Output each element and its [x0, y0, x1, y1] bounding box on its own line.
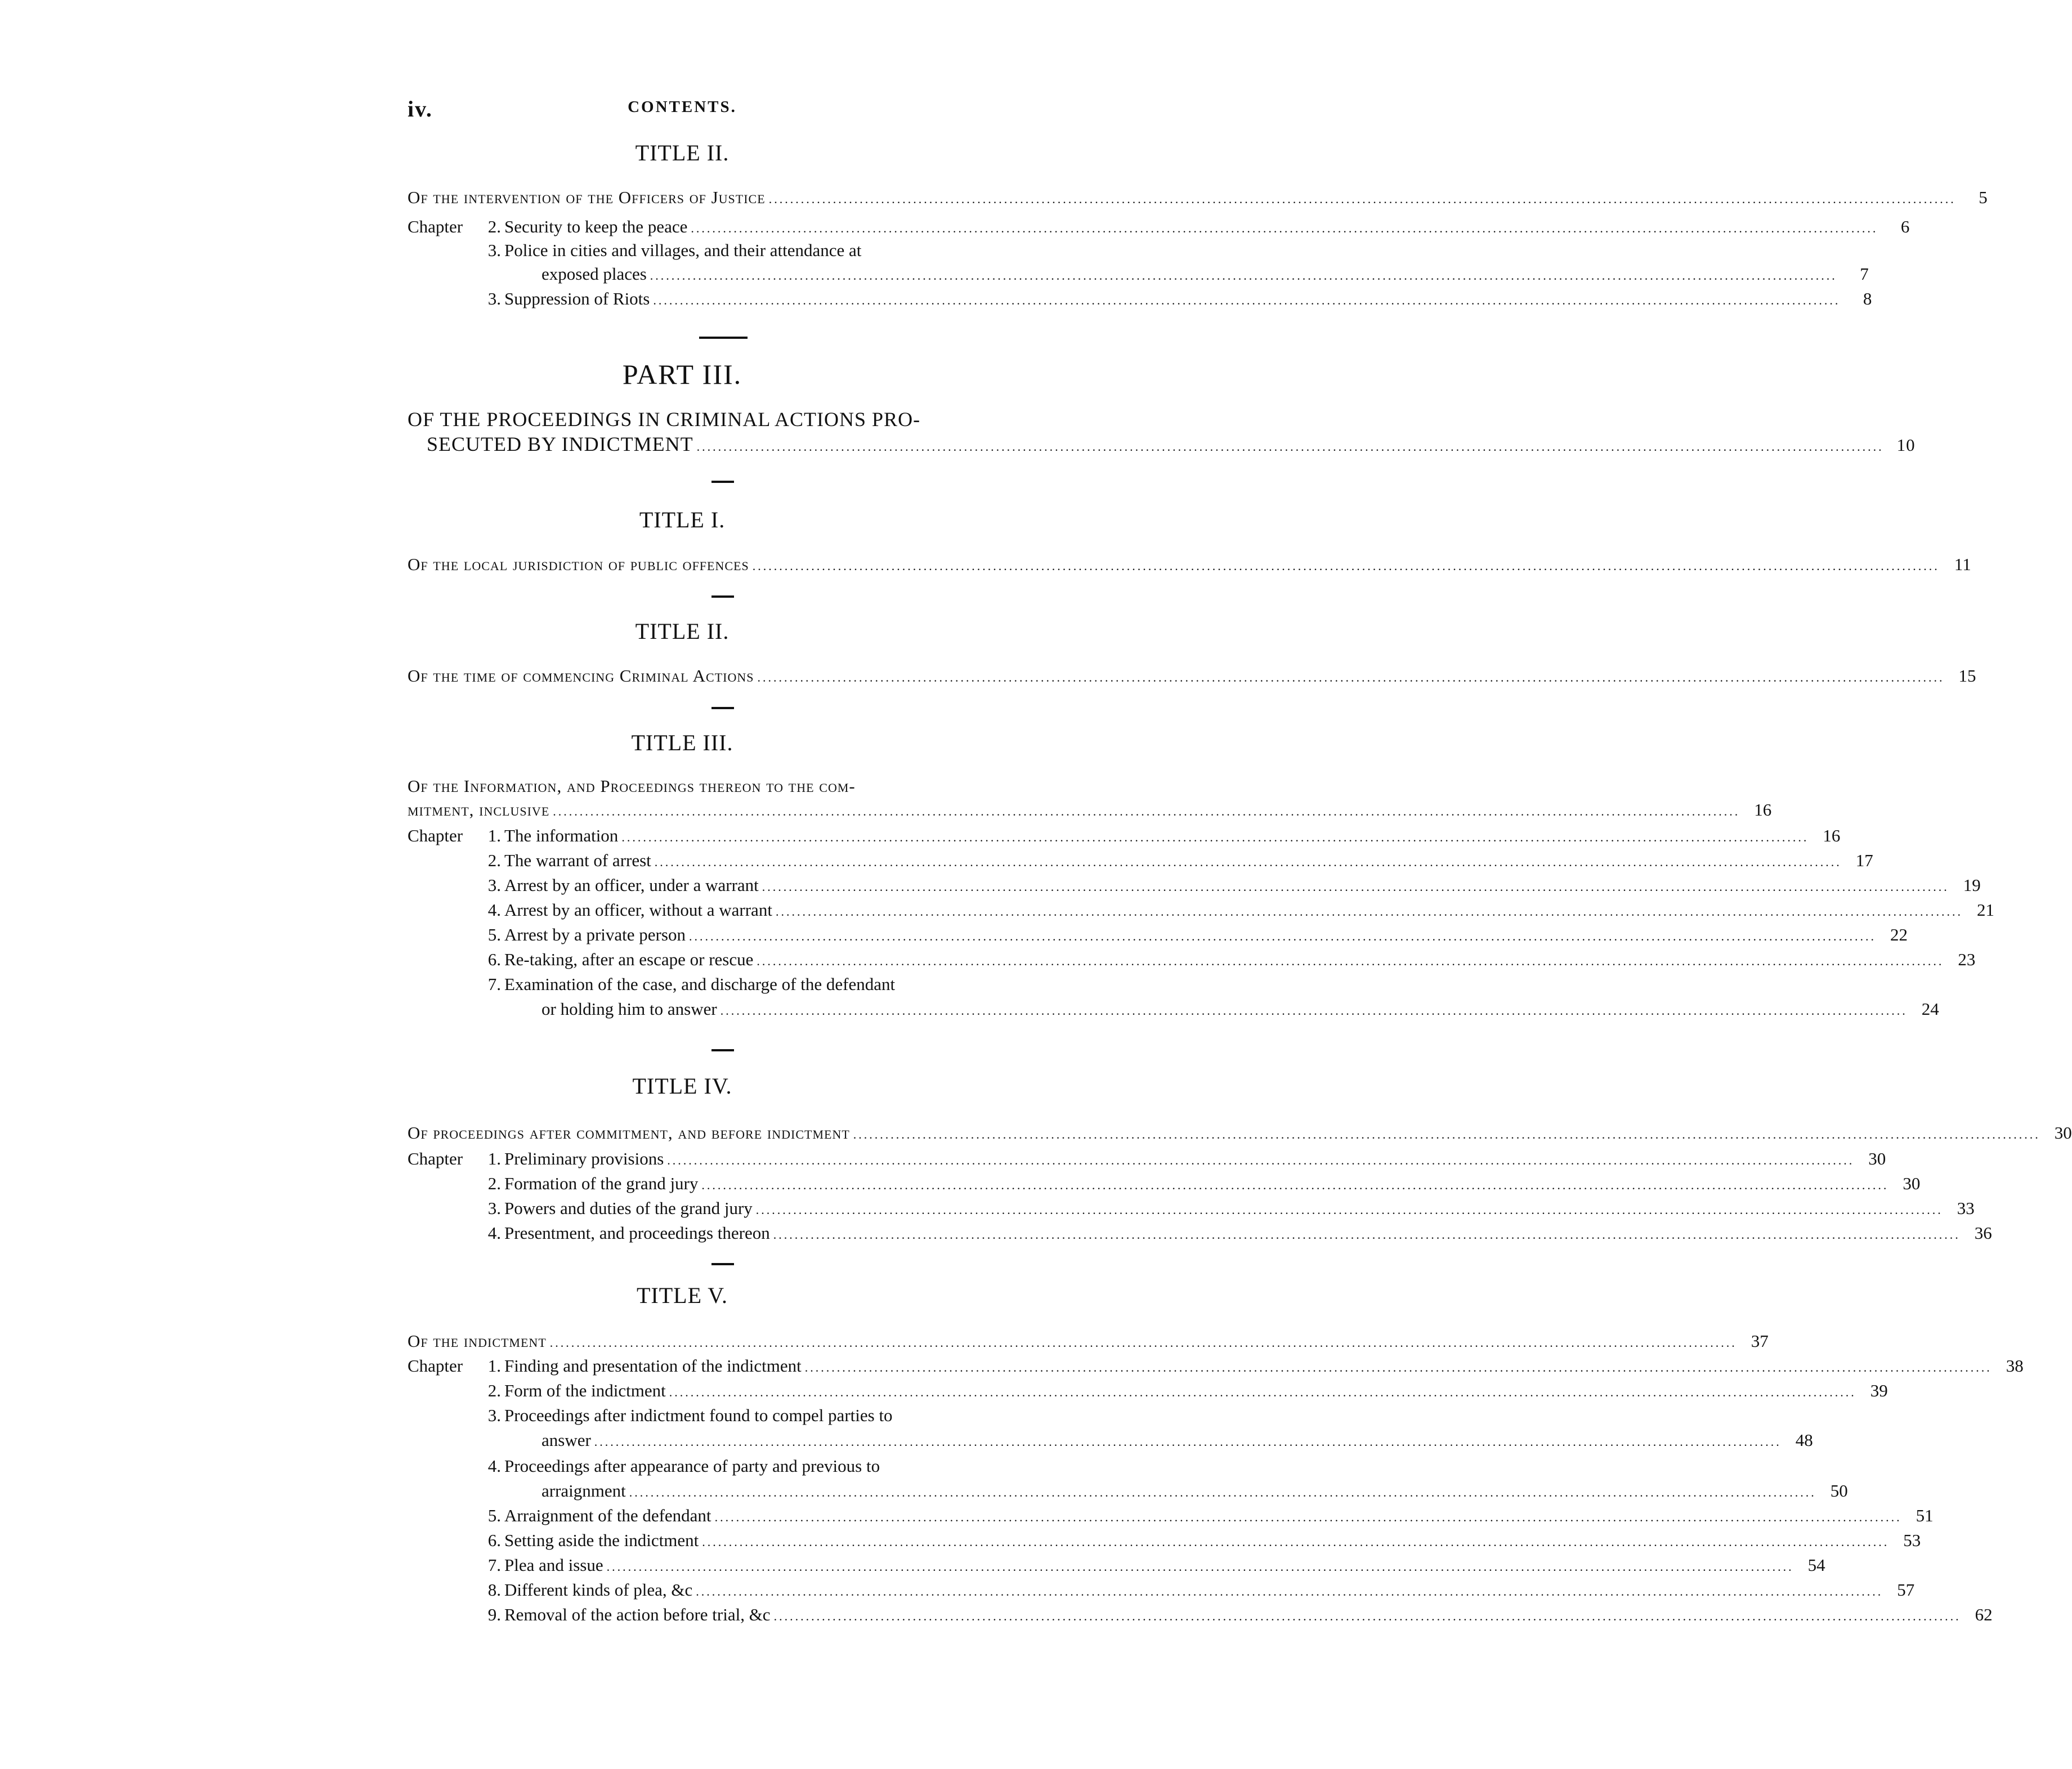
dot-leader: [715, 1504, 1902, 1530]
dot-leader: [650, 263, 1837, 289]
dot-leader: [697, 434, 1884, 460]
page-number: 5: [1979, 187, 1988, 207]
entry-text: Of the local jurisdiction of public offences: [408, 554, 749, 574]
page-number: 36: [1974, 1223, 1992, 1243]
toc-title-entry[interactable]: [408, 185, 1988, 211]
toc-chapter-entry[interactable]: [408, 1195, 1975, 1221]
page-number: 6: [1900, 217, 1910, 236]
chapter-number: 3.: [487, 289, 501, 308]
toc-chapter-entry[interactable]: [408, 947, 1976, 973]
toc-chapter-entry[interactable]: [408, 1602, 1993, 1628]
entry-text: Of proceedings after commitment, and before indictment: [408, 1123, 850, 1143]
toc-chapter-entry[interactable]: [408, 286, 1872, 312]
page-number: 19: [1963, 875, 1981, 895]
part-heading: PART III.: [622, 359, 742, 390]
chapter-number: 3.: [487, 1198, 501, 1218]
dot-leader: [753, 553, 1940, 579]
chapter-number: 2.: [487, 217, 501, 236]
entry-text: Suppression of Riots: [504, 289, 650, 308]
chapter-label: Chapter: [408, 1356, 463, 1376]
entry-text: The information: [504, 826, 619, 845]
toc-entry-continuation[interactable]: [408, 1427, 1813, 1453]
toc-chapter-entry[interactable]: [408, 872, 1981, 898]
dot-leader: [701, 1172, 1888, 1198]
dot-leader: [756, 1197, 1943, 1223]
toc-entry-continuation[interactable]: [408, 261, 1869, 287]
chapter-number: 7.: [487, 974, 501, 994]
entry-text-continued: or holding him to answer: [542, 999, 717, 1019]
entry-text: Of the Information, and Proceedings thereon to the com-: [408, 776, 856, 796]
page-number: 30: [1903, 1174, 1921, 1193]
chapter-number: 1.: [487, 1356, 501, 1376]
chapter-number: 3.: [487, 1405, 501, 1425]
entry-text: Plea and issue: [504, 1555, 603, 1575]
entry-text: Arrest by an officer, under a warrant: [504, 875, 759, 895]
toc-chapter-entry[interactable]: [408, 1378, 1888, 1404]
chapter-label: Chapter: [408, 1149, 463, 1168]
running-head: CONTENTS.: [628, 98, 737, 116]
entry-text: Different kinds of plea, &c: [504, 1580, 693, 1600]
page-number: 22: [1890, 925, 1908, 944]
page-number: 7: [1860, 264, 1869, 284]
toc-chapter-entry[interactable]: [408, 1528, 1921, 1553]
page-number: 10: [1896, 435, 1916, 455]
toc-entry-continuation[interactable]: [408, 1478, 1848, 1504]
entry-text: Removal of the action before trial, &c: [504, 1605, 771, 1624]
toc-chapter-entry[interactable]: [408, 1403, 957, 1428]
dot-leader: [550, 1330, 1737, 1356]
chapter-number: 3.: [487, 875, 501, 895]
chapter-number: 6.: [487, 950, 501, 969]
dot-leader: [629, 1480, 1816, 1506]
title-heading: TITLE II.: [635, 619, 730, 644]
page-number: 51: [1916, 1506, 1934, 1525]
part-title-text: OF THE PROCEEDINGS IN CRIMINAL ACTIONS PRO-: [408, 408, 921, 431]
entry-text: Of the time of commencing Criminal Actions: [408, 666, 754, 686]
chapter-number: 4.: [487, 1456, 501, 1476]
toc-part-entry[interactable]: [408, 431, 1916, 457]
toc-chapter-entry[interactable]: [408, 1353, 2024, 1379]
entry-text: Arrest by an officer, without a warrant: [504, 900, 772, 920]
dot-leader: [669, 1380, 1856, 1405]
page-number: 16: [1754, 800, 1772, 819]
contents-column: [408, 0, 2072, 1769]
entry-text: Preliminary provisions: [504, 1149, 664, 1168]
page-number: 21: [1976, 900, 1994, 920]
toc-chapter-entry[interactable]: [408, 1146, 1886, 1172]
dot-leader: [769, 186, 1956, 212]
chapter-label: Chapter: [408, 217, 463, 236]
dot-leader: [696, 1579, 1883, 1605]
entry-text-continued: arraignment: [542, 1481, 626, 1501]
part-title-line: [408, 406, 957, 432]
page-number: 16: [1823, 826, 1841, 845]
entry-text: Proceedings after appearance of party and previous to: [504, 1456, 880, 1476]
dot-leader: [607, 1554, 1794, 1580]
page-number: 38: [2006, 1356, 2024, 1376]
dot-leader: [853, 1122, 2040, 1148]
title-heading: TITLE II.: [635, 140, 730, 165]
dot-leader: [757, 665, 1944, 691]
section-rule: [711, 1049, 734, 1051]
toc-chapter-entry[interactable]: [408, 214, 1910, 240]
chapter-number: 5.: [487, 1506, 501, 1525]
page-number: 11: [1954, 554, 1971, 574]
entry-text: Re-taking, after an escape or rescue: [504, 950, 754, 969]
toc-title-entry[interactable]: [408, 663, 1976, 689]
title-heading: TITLE IV.: [632, 1073, 732, 1099]
toc-chapter-entry[interactable]: [408, 1453, 957, 1479]
page-number: 48: [1795, 1430, 1813, 1450]
entry-text: Formation of the grand jury: [504, 1174, 699, 1193]
chapter-number: 9.: [487, 1605, 501, 1624]
toc-chapter-entry[interactable]: [408, 238, 957, 263]
entry-text: Presentment, and proceedings thereon: [504, 1223, 770, 1243]
toc-chapter-entry[interactable]: [408, 823, 1841, 849]
part-title-text-continued: SECUTED BY INDICTMENT: [427, 433, 693, 455]
dot-leader: [702, 1529, 1889, 1555]
dot-leader: [653, 288, 1840, 314]
chapter-number: 8.: [487, 1580, 501, 1600]
page-number: 39: [1870, 1381, 1888, 1400]
chapter-number: 1.: [487, 1149, 501, 1168]
page-folio: iv.: [408, 96, 433, 122]
toc-chapter-entry[interactable]: [408, 1552, 1825, 1578]
chapter-number: 2.: [487, 1174, 501, 1193]
entry-text: Police in cities and villages, and their attendance at: [504, 240, 862, 260]
toc-chapter-entry[interactable]: [408, 848, 1873, 874]
dot-leader: [621, 825, 1809, 850]
dot-leader: [720, 998, 1908, 1024]
toc-entry-continuation[interactable]: [408, 996, 1939, 1022]
entry-text: Security to keep the peace: [504, 217, 688, 236]
toc-entry-continuation[interactable]: [408, 797, 1772, 823]
dot-leader: [774, 1604, 1961, 1629]
dot-leader: [776, 899, 1963, 925]
toc-title-entry[interactable]: [408, 552, 1971, 577]
page-number: 62: [1975, 1605, 1993, 1624]
section-rule: [711, 707, 734, 709]
toc-chapter-entry[interactable]: [408, 1220, 1992, 1246]
entry-text: Of the indictment: [408, 1331, 547, 1351]
page-number: 8: [1863, 289, 1872, 308]
chapter-number: 1.: [487, 826, 501, 845]
entry-text: Finding and presentation of the indictment: [504, 1356, 802, 1376]
page-number: 17: [1855, 850, 1873, 870]
title-heading: TITLE V.: [636, 1283, 728, 1308]
entry-text: Setting aside the indictment: [504, 1530, 699, 1550]
dot-leader: [762, 874, 1949, 900]
page-number: 15: [1958, 666, 1976, 686]
chapter-number: 2.: [487, 1381, 501, 1400]
toc-chapter-entry[interactable]: [408, 1171, 1921, 1197]
section-rule: [711, 1263, 734, 1265]
chapter-number: 2.: [487, 850, 501, 870]
section-rule: [711, 595, 734, 598]
page-number: 37: [1751, 1331, 1769, 1351]
entry-text: Of the intervention of the Officers of Justice: [408, 187, 766, 207]
page-number: 23: [1958, 950, 1976, 969]
dot-leader: [757, 948, 1944, 974]
toc-chapter-entry[interactable]: [408, 1577, 1915, 1603]
dot-leader: [689, 924, 1876, 950]
dot-leader: [773, 1222, 1961, 1248]
entry-text: The warrant of arrest: [504, 850, 651, 870]
page-number: 33: [1957, 1198, 1975, 1218]
page-number: 57: [1897, 1580, 1915, 1600]
toc-chapter-entry[interactable]: [408, 1503, 1934, 1529]
section-rule: [699, 337, 748, 339]
chapter-number: 3.: [487, 240, 501, 260]
toc-title-entry[interactable]: [408, 1328, 1769, 1354]
dot-leader: [655, 849, 1842, 875]
toc-chapter-entry[interactable]: [408, 922, 1908, 948]
toc-title-entry[interactable]: [408, 773, 957, 799]
chapter-number: 7.: [487, 1555, 501, 1575]
entry-text: Proceedings after indictment found to compel parties to: [504, 1405, 893, 1425]
page-number: 30: [2054, 1123, 2072, 1143]
chapter-number: 5.: [487, 925, 501, 944]
entry-text: Form of the indictment: [504, 1381, 666, 1400]
entry-text-continued: answer: [542, 1430, 591, 1450]
entry-text: Arraignment of the defendant: [504, 1506, 711, 1525]
page-number: 54: [1807, 1555, 1825, 1575]
chapter-number: 4.: [487, 900, 501, 920]
page-number: 50: [1830, 1481, 1848, 1501]
toc-chapter-entry[interactable]: [408, 897, 1994, 923]
entry-text-continued: exposed places: [542, 264, 647, 284]
page-number: 24: [1921, 999, 1939, 1019]
entry-text: Examination of the case, and discharge of the defendant: [504, 974, 896, 994]
title-heading: TITLE I.: [639, 507, 726, 532]
page-number: 30: [1868, 1149, 1886, 1168]
section-rule: [711, 481, 734, 483]
chapter-number: 4.: [487, 1223, 501, 1243]
chapter-label: Chapter: [408, 826, 463, 845]
chapter-number: 6.: [487, 1530, 501, 1550]
title-heading: TITLE III.: [631, 730, 733, 755]
dot-leader: [594, 1429, 1782, 1455]
toc-title-entry[interactable]: [408, 1120, 2072, 1146]
entry-text: Powers and duties of the grand jury: [504, 1198, 753, 1218]
dot-leader: [667, 1148, 1854, 1174]
dot-leader: [553, 799, 1740, 825]
dot-leader: [805, 1355, 1992, 1381]
entry-text: Arrest by a private person: [504, 925, 686, 944]
entry-text-continued: mitment, inclusive: [408, 800, 550, 819]
toc-chapter-entry[interactable]: [408, 971, 957, 997]
page-number: 53: [1903, 1530, 1921, 1550]
